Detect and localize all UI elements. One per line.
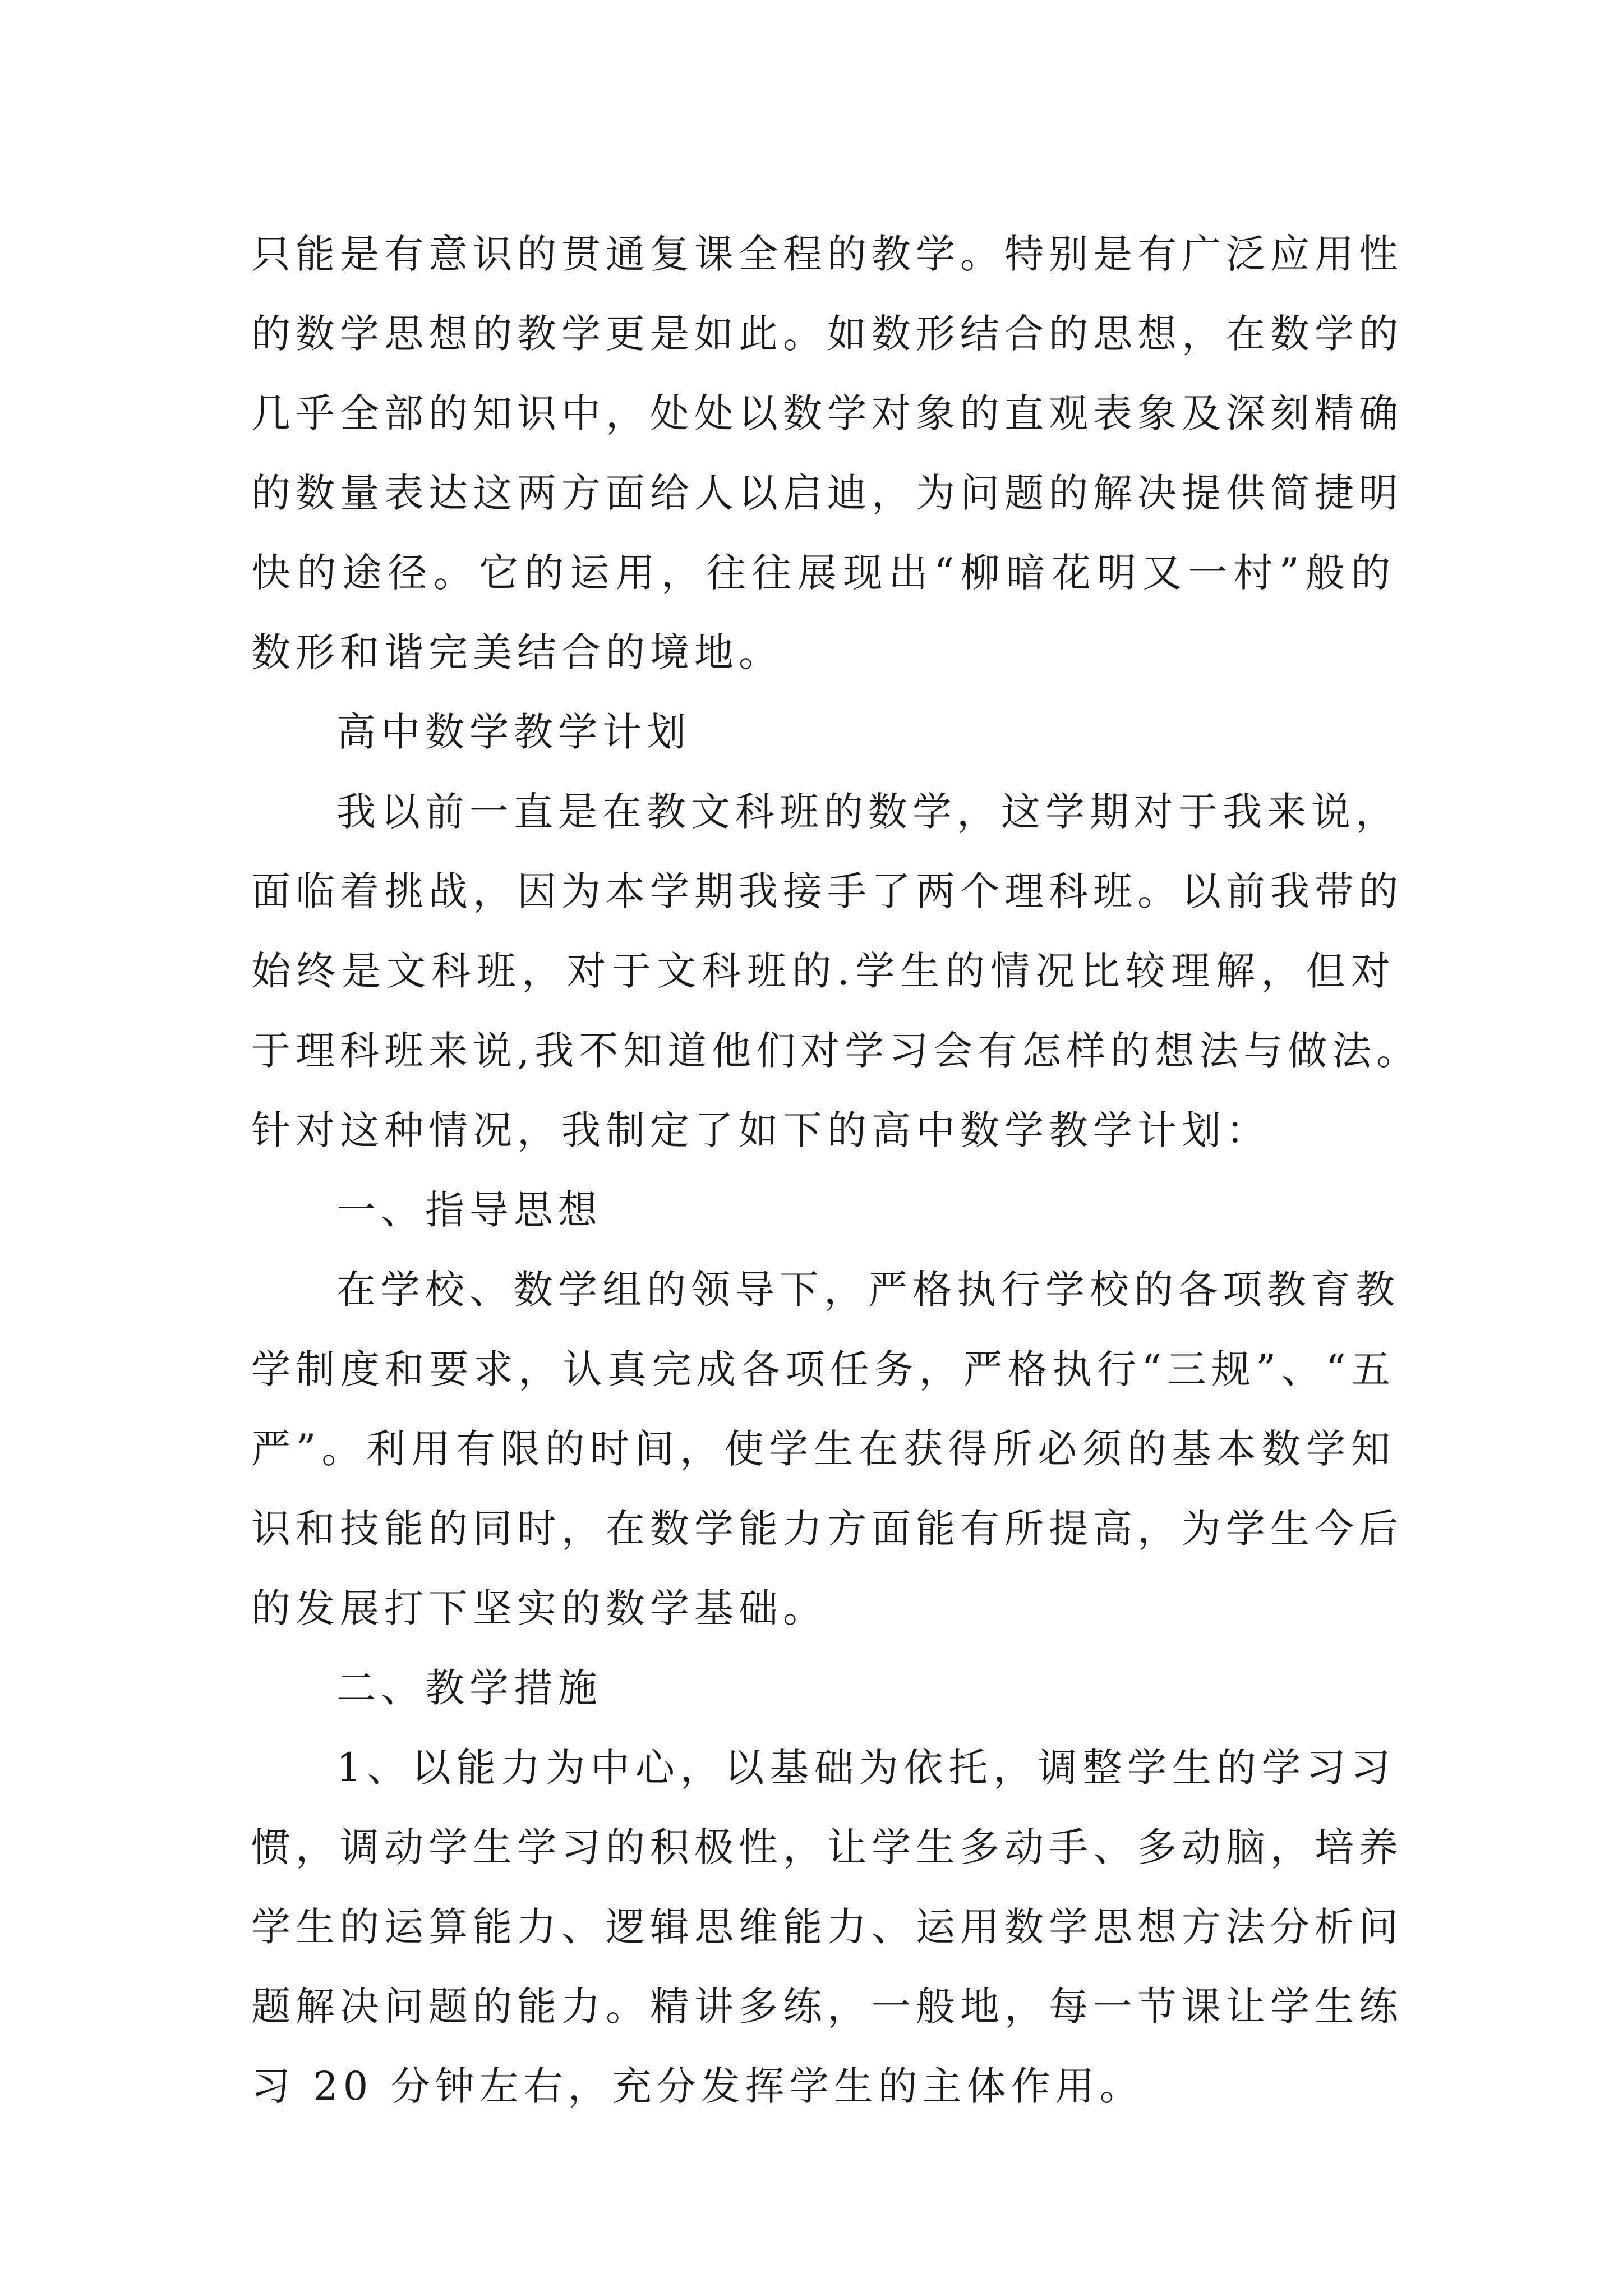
paragraph-line: 只能是有意识的贯通复课全程的教学。特别是有广泛应用性 [251, 231, 1403, 277]
paragraph-line: 习 20 分钟左右，充分发挥学生的主体作用。 [251, 2063, 1144, 2109]
paragraph-line: 我以前一直是在教文科班的数学，这学期对于我来说， [336, 789, 1400, 835]
paragraph-line: 的数学思想的教学更是如此。如数形结合的思想，在数学的 [251, 311, 1403, 357]
section-heading: 二、教学措施 [336, 1665, 602, 1711]
paragraph-line: 惯，调动学生学习的积极性，让学生多动手、多动脑，培养 [251, 1824, 1403, 1870]
paragraph-line: 严”。利用有限的时间，使学生在获得所必须的基本数学知 [251, 1426, 1395, 1472]
paragraph-line: 识和技能的同时，在数学能力方面能有所提高，为学生今后 [251, 1506, 1403, 1552]
paragraph-line: 在学校、数学组的领导下，严格执行学校的各项教育教 [336, 1267, 1400, 1313]
paragraph-line: 面临着挑战，因为本学期我接手了两个理科班。以前我带的 [251, 868, 1403, 914]
paragraph-line: 题解决问题的能力。精讲多练，一般地，每一节课让学生练 [251, 1984, 1403, 2030]
paragraph-line: 快的途径。它的运用，往往展现出“柳暗花明又一村”般的 [251, 550, 1395, 596]
paragraph-line: 数形和谐完美结合的境地。 [251, 629, 783, 675]
paragraph-line: 于理科班来说,我不知道他们对学习会有怎样的想法与做法。 [251, 1028, 1421, 1074]
paragraph-line: 针对这种情况，我制定了如下的高中数学教学计划： [251, 1107, 1270, 1153]
paragraph-line: 几乎全部的知识中，处处以数学对象的直观表象及深刻精确 [251, 390, 1403, 436]
paragraph-line: 的数量表达这两方面给人以启迪，为问题的解决提供简捷明 [251, 470, 1403, 516]
paragraph-line: 学生的运算能力、逻辑思维能力、运用数学思想方法分析问 [251, 1904, 1403, 1950]
section-heading: 一、指导思想 [336, 1187, 602, 1233]
document-body [251, 214, 1421, 2126]
section-title: 高中数学教学计划 [336, 709, 691, 755]
paragraph-line: 的发展打下坚实的数学基础。 [251, 1585, 827, 1631]
paragraph-line: 1、以能力为中心，以基础为依托，调整学生的学习习 [336, 1745, 1395, 1791]
paragraph-line: 始终是文科班，对于文科班的.学生的情况比较理解，但对 [251, 948, 1395, 994]
paragraph-line: 学制度和要求，认真完成各项任务，严格执行“三规”、“五 [251, 1346, 1395, 1392]
